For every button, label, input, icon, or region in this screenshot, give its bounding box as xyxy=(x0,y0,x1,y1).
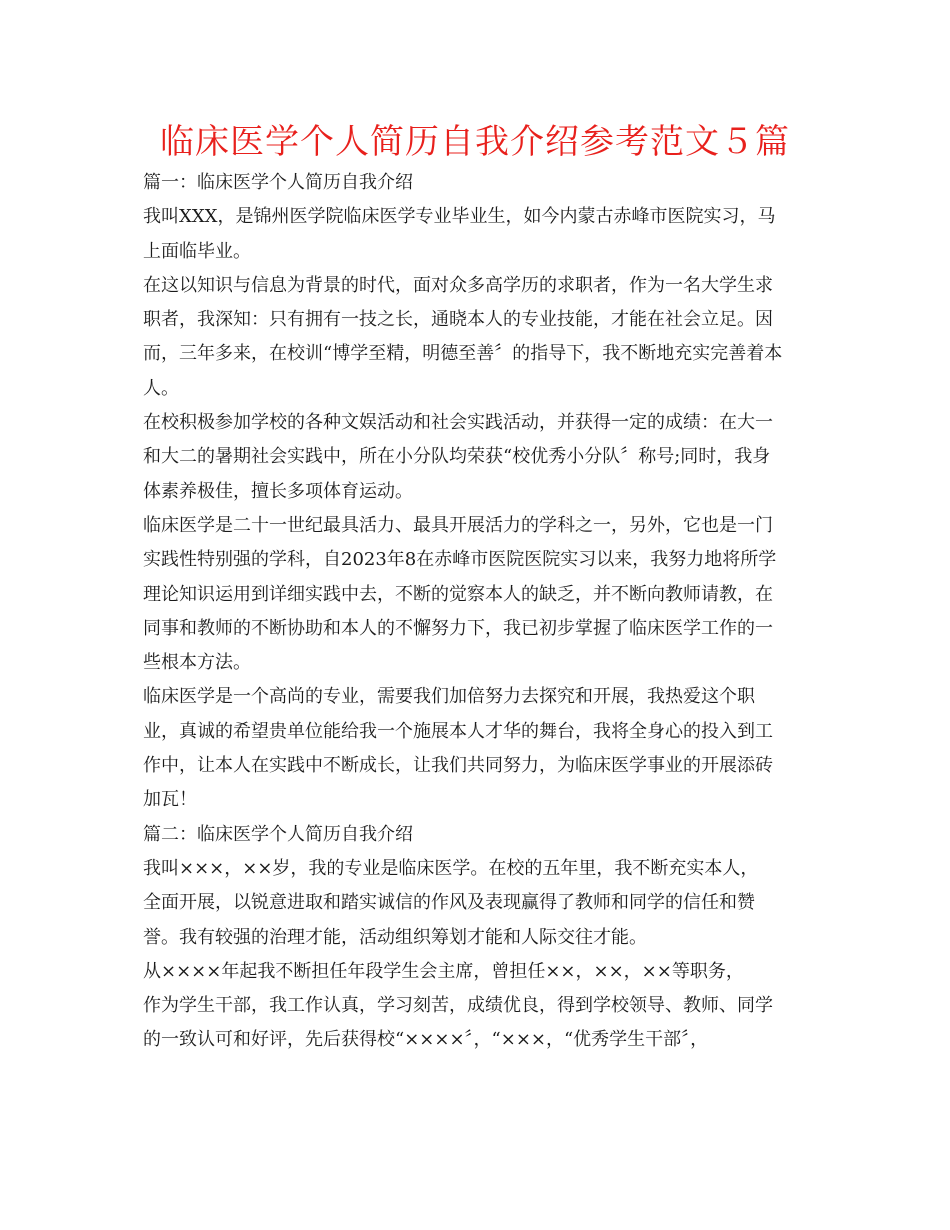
paragraph-line: 全面开展，以锐意进取和踏实诚信的作风及表现赢得了教师和同学的信任和赞 xyxy=(143,892,755,914)
paragraph-line: 体素养极佳，擅长多项体育运动。 xyxy=(143,480,413,502)
document-title: 临床医学个人简历自我介绍参考范文５篇 xyxy=(160,122,790,162)
paragraph-line: 作中，让本人在实践中不断成长，让我们共同努力，为临床医学事业的开展添砖 xyxy=(143,755,773,777)
paragraph-line: 从××××年起我不断担任年段学生会主席，曾担任××，××，××等职务， xyxy=(143,960,744,982)
section-heading-1: 篇一：临床医学个人简历自我介绍 xyxy=(143,172,413,193)
paragraph-line: 作为学生干部，我工作认真，学习刻苦，成绩优良，得到学校领导、教师、同学 xyxy=(143,995,773,1017)
paragraph-line: 理论知识运用到详细实践中去，不断的觉察本人的缺乏，并不断向教师请教，在 xyxy=(143,583,773,605)
paragraph-line: 临床医学是二十一世纪最具活力、最具开展活力的学科之一，另外，它也是一门 xyxy=(143,514,773,536)
paragraph-line: 在这以知识与信息为背景的时代，面对众多高学历的求职者，作为一名大学生求 xyxy=(143,274,773,296)
paragraph-line: 同事和教师的不断协助和本人的不懈努力下，我已初步掌握了临床医学工作的一 xyxy=(143,617,773,639)
paragraph-line: 我叫×××，××岁，我的专业是临床医学。在校的五年里，我不断充实本人， xyxy=(143,857,759,879)
section-heading-2: 篇二：临床医学个人简历自我介绍 xyxy=(143,823,413,845)
paragraph-line: 和大二的暑期社会实践中，所在小分队均荣获“校优秀小分队〞称号;同时，我身 xyxy=(143,446,771,468)
paragraph-line: 我叫XXX，是锦州医学院临床医学专业毕业生，如今内蒙古赤峰市医院实习，马 xyxy=(143,206,776,228)
paragraph-line: 实践性特别强的学科，自2023年8在赤峰市医院医院实习以来，我努力地将所学 xyxy=(143,549,777,571)
paragraph-line: 的一致认可和好评，先后获得校“××××〞，“×××，“优秀学生干部〞， xyxy=(143,1029,709,1051)
paragraph-line: 加瓦！ xyxy=(143,789,197,811)
paragraph-line: 人。 xyxy=(143,377,179,399)
paragraph-line: 职者，我深知：只有拥有一技之长，通晓本人的专业技能，才能在社会立足。因 xyxy=(143,309,773,331)
paragraph-line: 誉。我有较强的治理才能，活动组织筹划才能和人际交往才能。 xyxy=(143,926,647,948)
paragraph-line: 临床医学是一个高尚的专业，需要我们加倍努力去探究和开展，我热爱这个职 xyxy=(143,686,755,708)
paragraph-line: 业，真诚的希望贵单位能给我一个施展本人才华的舞台，我将全身心的投入到工 xyxy=(143,720,773,742)
paragraph-line: 而，三年多来，在校训“博学至精，明德至善〞的指导下，我不断地充实完善着本 xyxy=(143,343,783,365)
paragraph-line: 上面临毕业。 xyxy=(143,240,251,262)
paragraph-line: 在校积极参加学校的各种文娱活动和社会实践活动，并获得一定的成绩：在大一 xyxy=(143,412,773,434)
document-body xyxy=(143,166,807,1058)
paragraph-line: 些根本方法。 xyxy=(143,652,251,674)
